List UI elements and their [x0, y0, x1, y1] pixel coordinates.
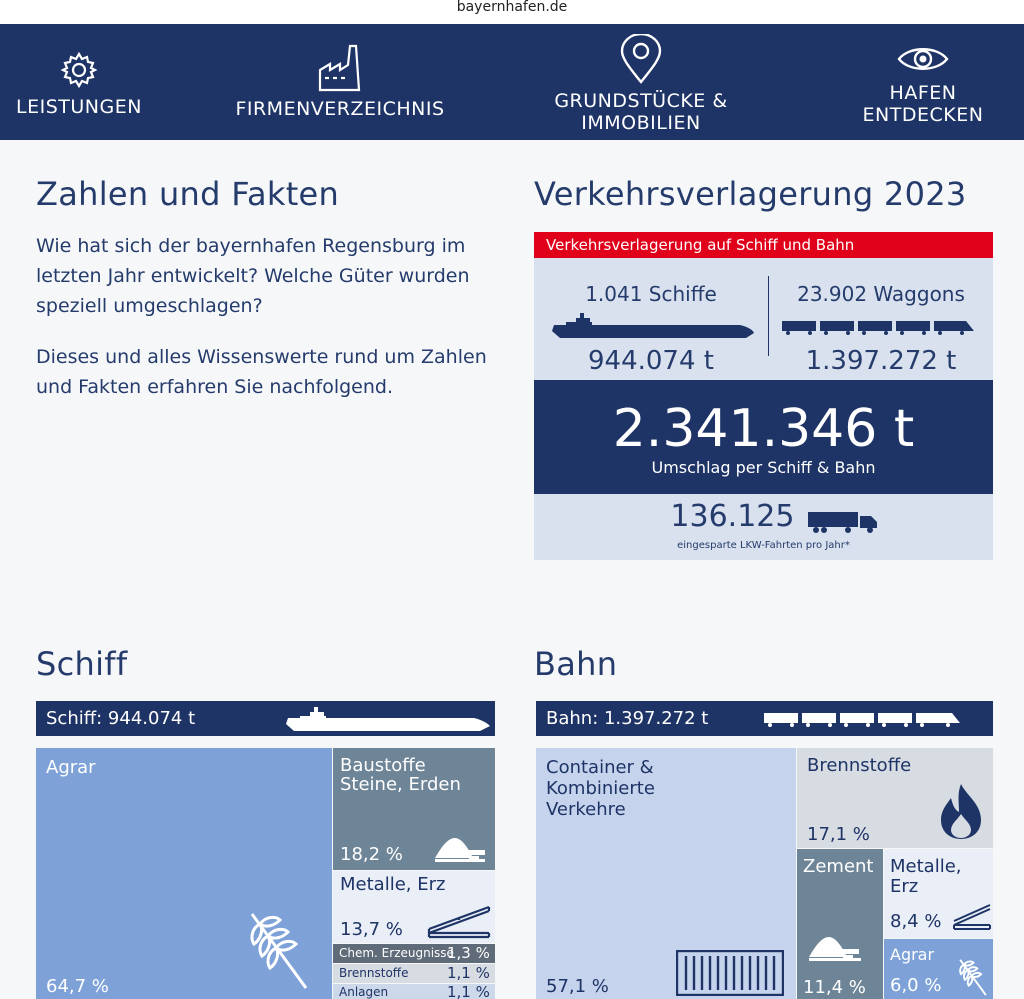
sand-pile-icon [433, 834, 487, 864]
ship-icon [284, 707, 490, 731]
nav-item-grundstuecke[interactable] [540, 34, 742, 134]
ship-icon [550, 313, 754, 339]
trucks-label: eingesparte LKW-Fahrten pro Jahr* [677, 540, 850, 551]
nav-item-leistungen[interactable] [10, 50, 148, 118]
sand-pile-icon [807, 933, 863, 963]
schiff-total: Schiff: 944.074 t [46, 708, 196, 729]
metalle-label: Metalle, Erz [340, 874, 446, 895]
baustoffe-label: Baustoffe [340, 755, 426, 776]
zement-value: 11,4 % [803, 977, 866, 998]
schiff-title: Schiff [36, 645, 128, 683]
schiff-treemap [36, 748, 495, 999]
metalle-value: 8,4 % [890, 911, 942, 932]
brennstoffe-value: 17,1 % [807, 824, 870, 845]
wheat-icon [956, 957, 990, 997]
nav-label: HAFEN [889, 82, 957, 104]
chem-value: 1,3 % [447, 944, 490, 962]
metalle-label: Metalle, Erz [890, 856, 962, 897]
bahn-total-bar [536, 701, 993, 736]
traffic-shift-panel [534, 232, 993, 560]
treemap-chem [333, 944, 495, 963]
steel-beam-icon [952, 897, 992, 933]
traffic-title: Verkehrsverlagerung 2023 [534, 175, 967, 213]
intro-paragraph-2: Dieses und alles Wissenswerte rund um Zahlen und Fakten erfahren Sie nachfolgend. [36, 346, 487, 398]
chem-label: Chem. Erzeugnisse [339, 946, 454, 960]
brennstoffe-value: 1,1 % [447, 964, 490, 982]
flame-icon [939, 782, 983, 840]
treemap-container [536, 748, 796, 999]
truck-icon [808, 511, 878, 533]
agrar-value: 6,0 % [890, 975, 942, 996]
treemap-brennstoffe [797, 748, 993, 848]
url-bar[interactable] [0, 0, 1024, 24]
nav-label: ENTDECKEN [862, 104, 984, 126]
treemap-baustoffe [333, 748, 495, 870]
anlagen-label: Anlagen [339, 985, 389, 999]
anlagen-value: 1,1 % [447, 983, 490, 999]
brennstoffe-label: Brennstoffe [807, 755, 912, 776]
agrar-value: 64,7 % [46, 976, 109, 997]
ships-count: 1.041 Schiffe [585, 282, 717, 306]
intro-paragraph-1: Wie hat sich der bayernhafen Regensburg im letzten Jahr entwickelt? Welche Güter wurden speziell umgeschlagen? [36, 235, 470, 317]
gear-icon [59, 50, 99, 90]
container-value: 57,1 % [546, 976, 609, 997]
nav-label: LEISTUNGEN [16, 96, 142, 118]
baustoffe-value: 18,2 % [340, 844, 403, 865]
nav-label: GRUNDSTÜCKE & [554, 90, 728, 112]
nav-label: FIRMENVERZEICHNIS [235, 98, 445, 120]
total-handling [534, 380, 993, 494]
bahn-title: Bahn [534, 645, 618, 683]
nav-label: IMMOBILIEN [581, 112, 701, 134]
wagons-count: 23.902 Waggons [797, 282, 965, 306]
container-label: Container & [546, 757, 654, 778]
treemap-zement [797, 849, 883, 999]
nav-item-hafen-entdecken[interactable] [852, 42, 994, 126]
bahn-treemap [536, 748, 993, 999]
eye-icon [897, 42, 949, 76]
total-label: Umschlag per Schiff & Bahn [651, 458, 876, 477]
metalle-value: 13,7 % [340, 919, 403, 940]
shipping-container-icon [676, 950, 784, 996]
total-tonnage: 2.341.346 t [612, 399, 915, 459]
agrar-label: Agrar [890, 945, 935, 964]
traffic-modes [534, 258, 993, 380]
page-title: Zahlen und Fakten [36, 175, 340, 213]
container-label-3: Verkehre [546, 799, 626, 820]
treemap-brennstoffe [333, 964, 495, 983]
schiff-total-bar [36, 701, 495, 736]
ships-tonnage: 944.074 t [588, 346, 714, 376]
factory-icon [317, 44, 363, 92]
bahn-total: Bahn: 1.397.272 t [546, 708, 709, 729]
main-navigation [0, 24, 1024, 140]
treemap-metalle [884, 849, 993, 938]
train-icon [782, 319, 974, 335]
url-text: bayernhafen.de [456, 0, 568, 15]
wagons-tonnage: 1.397.272 t [805, 346, 957, 376]
trucks-saved [534, 494, 993, 560]
trucks-count: 136.125 [670, 499, 795, 534]
treemap-agrar [36, 748, 332, 999]
treemap-anlagen [333, 984, 495, 999]
baustoffe-label-2: Steine, Erden [340, 774, 461, 795]
map-pin-icon [618, 34, 664, 84]
container-label-2: Kombinierte [546, 778, 655, 799]
nav-item-firmenverzeichnis[interactable] [228, 44, 452, 120]
traffic-banner: Verkehrsverlagerung auf Schiff und Bahn [534, 232, 993, 258]
treemap-agrar [884, 939, 993, 999]
zement-label: Zement [803, 856, 874, 877]
wheat-icon [244, 908, 314, 992]
agrar-label: Agrar [46, 757, 96, 778]
brennstoffe-label: Brennstoffe [339, 966, 409, 980]
treemap-metalle [333, 871, 495, 943]
train-icon [764, 711, 960, 727]
steel-beam-icon [427, 893, 491, 939]
